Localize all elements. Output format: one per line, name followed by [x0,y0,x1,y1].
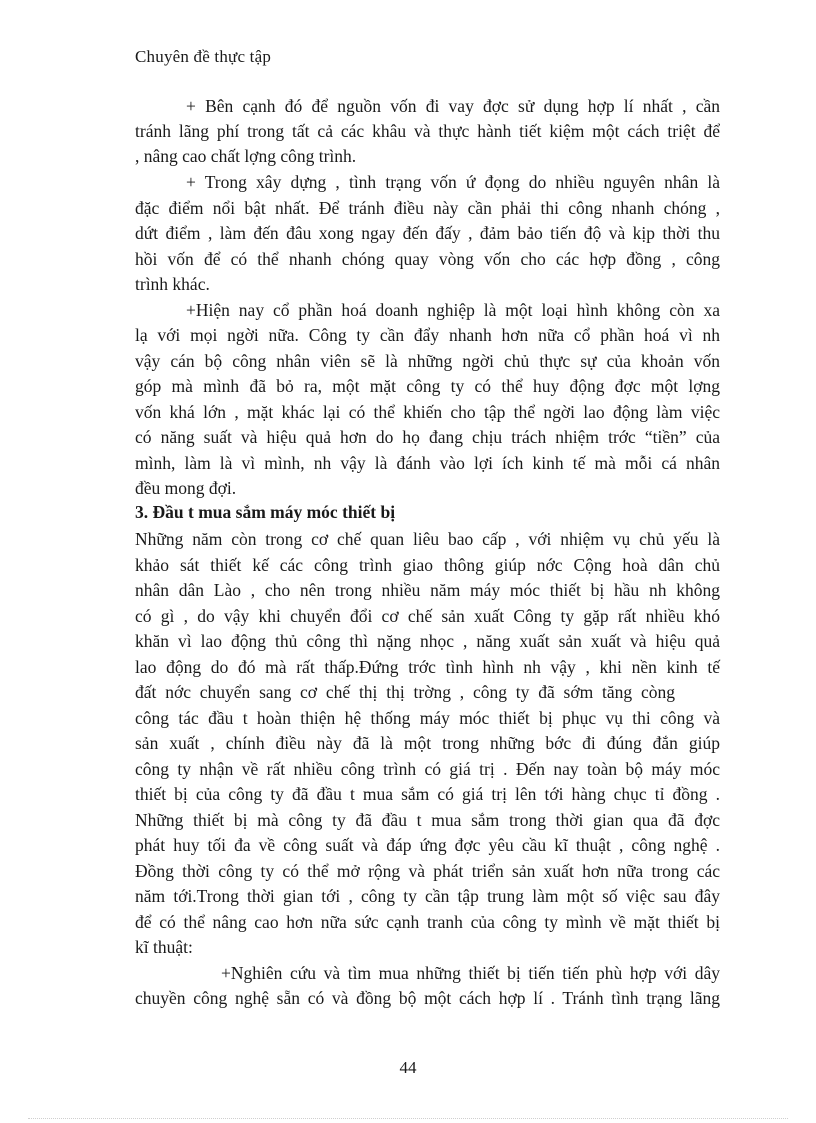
text-line: nhân dân Lào , cho nên trong nhiều năm máy móc thiết bị hầu nh không [135,580,720,600]
text-line: + Trong xây dựng , tình trạng vốn ứ đọng do nhiều nguyên nhân là [186,172,720,192]
text-line: năm tới.Trong thời gian tới , công ty cần tập trung làm một số việc sau đây [135,886,720,906]
text-line: dứt điểm , làm đến đâu xong ngay đến đấy , đảm bảo tiến độ và kịp thời thu [135,223,720,243]
text-line: góp mà mình đã bỏ ra, một mặt công ty có thể huy động đợc một lợng [135,376,720,396]
text-line: Những thiết bị mà công ty đã đầu t mua sắm trong thời gian qua đã đợc [135,810,720,830]
text-line: để có thể nâng cao hơn nữa sức cạnh tranh của công ty mình về mặt thiết bị [135,912,720,932]
text-line: vốn khá lớn , mặt khác lại có thể khiến cho tập thể ngời lao động làm việc [135,402,720,422]
text-line: kĩ thuật: [135,937,193,957]
text-line: công ty nhận về rất nhiều công trình có giá trị . Đến nay toàn bộ máy móc [135,759,720,779]
text-line: khảo sát thiết kế các công trình giao thông giúp nớc Cộng hoà dân chủ [135,555,720,575]
text-line: lạ với mọi ngời nữa. Công ty cần đẩy nhanh hơn nữa cổ phần hoá vì nh [135,325,720,345]
text-line: , nâng cao chất lợng công trình. [135,146,357,166]
text-line: Những năm còn trong cơ chế quan liêu bao cấp , với nhiệm vụ chủ yếu là [135,529,720,549]
text-line: có năng suất và hiệu quả hơn do họ đang chịu trách nhiệm trớc “tiền” của [135,427,720,447]
text-line: trình khác. [135,274,210,294]
text-line: thiết bị của công ty đã đầu t mua sắm có giá trị lên tới hàng chục tỉ đồng . [135,784,720,804]
text-line: lao động do đó mà rất thấp.Đứng trớc tình hình nh vậy , khi nền kinh tế [135,657,720,677]
text-line: chuyền công nghệ sẵn có và đồng bộ một cách hợp lí . Tránh tình trạng lãng [135,988,720,1008]
text-line: đất nớc chuyển sang cơ chế thị thị trờng , công ty đã sớm tăng còng [135,682,675,702]
text-line: Đồng thời công ty có thể mở rộng và phát triển sản xuất hơn nữa trong các [135,861,720,881]
text-line: +Nghiên cứu và tìm mua những thiết bị tiến tiến phù hợp với dây [221,963,720,983]
text-line: +Hiện nay cổ phần hoá doanh nghiệp là một loại hình không còn xa [186,300,720,320]
text-line: công tác đầu t hoàn thiện hệ thống máy móc thiết bị phục vụ thi công và [135,708,720,728]
text-line: đều mong đợi. [135,478,237,498]
text-line: vậy cán bộ công nhân viên sẽ là những ngời chủ thực sự của khoản vốn [135,351,720,371]
text-line: sản xuất , chính điều này đã là một trong những bớc đi đúng đắn giúp [135,733,720,753]
page-header-title: Chuyên đề thực tập [135,47,272,66]
text-line: khăn vì lao động thủ công thì nặng nhọc , năng xuất sản xuất và hiệu quả [135,631,720,651]
text-line: có gì , do vậy khi chuyển đổi cơ chế sản xuất Công ty gặp rất nhiều khó [135,606,720,626]
text-line: đặc điểm nổi bật nhất. Để tránh điều này cần phải thi công nhanh chóng , [135,198,720,218]
text-line: hồi vốn để có thể nhanh chóng quay vòng vốn cho các hợp đồng , công [135,249,720,269]
section-heading: 3. Đầu t mua sắm máy móc thiết bị [135,502,396,522]
page-number: 44 [399,1058,417,1077]
text-line: + Bên cạnh đó để nguồn vốn đi vay đợc sử dụng hợp lí nhất , cần [186,96,720,116]
text-line: phát huy tối đa về công suất và đáp ứng đợc yêu cầu kĩ thuật , công nghệ . [135,835,720,855]
text-line: tránh lãng phí trong tất cả các khâu và thực hành tiết kiệm một cách triệt để [135,121,720,141]
text-line: mình, làm là vì mình, nh vậy là đánh vào lợi ích kinh tế mà mỗi cá nhân [135,453,720,473]
footer-divider [28,1118,788,1119]
